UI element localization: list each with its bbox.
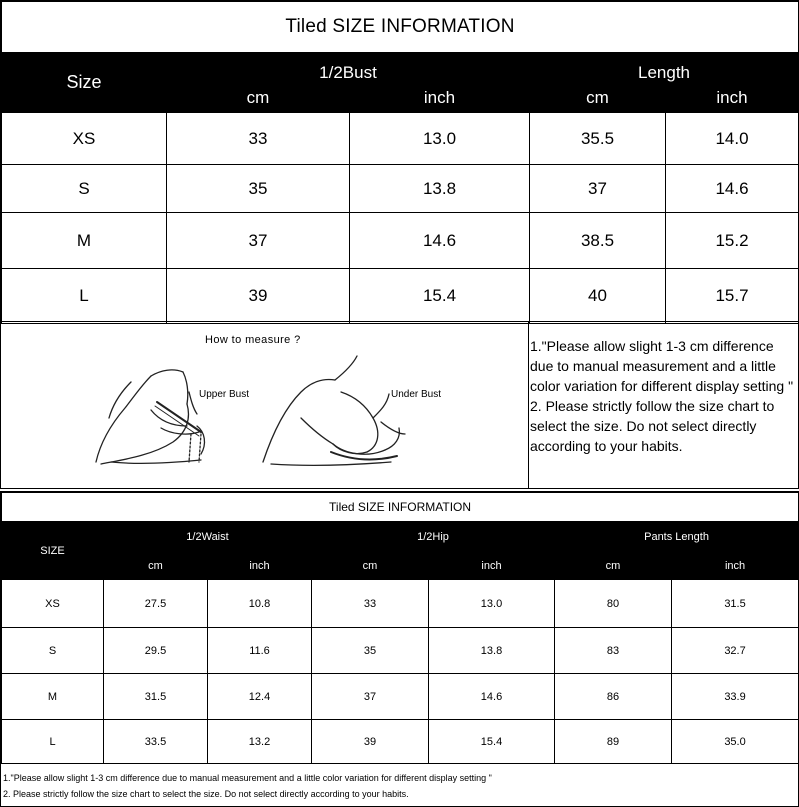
top-unit-header: inch (666, 87, 799, 113)
value-cell: 13.8 (429, 628, 555, 674)
value-cell: 11.6 (208, 628, 312, 674)
top-unit-header: inch (350, 87, 530, 113)
value-cell: 38.5 (530, 213, 666, 269)
table-row (2, 628, 799, 674)
value-cell: 15.7 (666, 269, 799, 324)
note-difference: 1."Please allow slight 1-3 cm difference due to manual measurement and a little color variation for different display setting " (3, 773, 492, 783)
table-row (2, 213, 799, 269)
bust-measure-illustration (1, 322, 529, 489)
value-cell: 33.9 (672, 674, 799, 720)
value-cell: 31.5 (672, 580, 799, 628)
size-cell: L (2, 269, 167, 324)
table-row (2, 113, 799, 165)
size-cell: M (2, 674, 104, 720)
value-cell: 89 (555, 720, 672, 764)
value-cell: 33 (312, 580, 429, 628)
value-cell: 35.5 (530, 113, 666, 165)
value-cell: 83 (555, 628, 672, 674)
bottom-group-pants-length: Pants Length (555, 522, 799, 552)
bottom-unit-header: cm (312, 552, 429, 580)
top-group-length: Length (530, 53, 799, 87)
top-chart-title: Tiled SIZE INFORMATION (2, 2, 799, 53)
value-cell: 29.5 (104, 628, 208, 674)
value-cell: 80 (555, 580, 672, 628)
value-cell: 35.0 (672, 720, 799, 764)
size-cell: XS (2, 113, 167, 165)
value-cell: 14.0 (666, 113, 799, 165)
value-cell: 13.0 (429, 580, 555, 628)
bottom-unit-header: inch (672, 552, 799, 580)
bottom-size-header: SIZE (2, 522, 104, 580)
value-cell: 35 (167, 165, 350, 213)
note-follow-chart: 2. Please strictly follow the size chart to select the size. Do not select directly according to your habits. (3, 789, 409, 799)
value-cell: 35 (312, 628, 429, 674)
value-cell: 27.5 (104, 580, 208, 628)
size-cell: S (2, 628, 104, 674)
table-row (2, 720, 799, 764)
table-row (2, 674, 799, 720)
bottom-group-waist: 1/2Waist (104, 522, 312, 552)
how-to-measure-illustration (1, 322, 529, 489)
value-cell: 15.2 (666, 213, 799, 269)
value-cell: 32.7 (672, 628, 799, 674)
note-difference: 1."Please allow slight 1-3 cm difference due to manual measurement and a little color variation for different display setting " (530, 338, 794, 394)
value-cell: 39 (167, 269, 350, 324)
top-unit-header: cm (530, 87, 666, 113)
value-cell: 13.8 (350, 165, 530, 213)
table-row (2, 580, 799, 628)
top-notes (530, 336, 796, 456)
table-row (2, 269, 799, 324)
top-size-table (1, 1, 799, 324)
size-cell: L (2, 720, 104, 764)
value-cell: 86 (555, 674, 672, 720)
value-cell: 15.4 (350, 269, 530, 324)
size-cell: S (2, 165, 167, 213)
value-cell: 33.5 (104, 720, 208, 764)
value-cell: 14.6 (350, 213, 530, 269)
top-group-bust: 1/2Bust (167, 53, 530, 87)
bottom-size-chart (0, 491, 799, 807)
under-bust-label: Under Bust (391, 389, 442, 400)
upper-bust-label: Upper Bust (199, 389, 250, 400)
size-cell: XS (2, 580, 104, 628)
value-cell: 37 (167, 213, 350, 269)
bottom-unit-header: cm (555, 552, 672, 580)
bottom-unit-header: inch (429, 552, 555, 580)
bottom-group-hip: 1/2Hip (312, 522, 555, 552)
value-cell: 33 (167, 113, 350, 165)
bottom-notes (3, 770, 492, 802)
value-cell: 12.4 (208, 674, 312, 720)
top-unit-header: cm (167, 87, 350, 113)
size-cell: M (2, 213, 167, 269)
value-cell: 13.2 (208, 720, 312, 764)
value-cell: 39 (312, 720, 429, 764)
value-cell: 15.4 (429, 720, 555, 764)
value-cell: 14.6 (429, 674, 555, 720)
bottom-size-table (1, 492, 799, 764)
value-cell: 13.0 (350, 113, 530, 165)
value-cell: 40 (530, 269, 666, 324)
note-follow-chart: 2. Please strictly follow the size chart to select the size. Do not select directly according to your habits. (530, 398, 775, 454)
value-cell: 14.6 (666, 165, 799, 213)
bottom-unit-header: cm (104, 552, 208, 580)
bottom-unit-header: inch (208, 552, 312, 580)
value-cell: 37 (530, 165, 666, 213)
bottom-chart-title: Tiled SIZE INFORMATION (2, 493, 799, 522)
value-cell: 10.8 (208, 580, 312, 628)
value-cell: 31.5 (104, 674, 208, 720)
top-size-header: Size (2, 53, 167, 113)
table-row (2, 165, 799, 213)
measure-section (1, 321, 798, 488)
how-to-measure-title: How to measure ? (205, 334, 301, 346)
value-cell: 37 (312, 674, 429, 720)
